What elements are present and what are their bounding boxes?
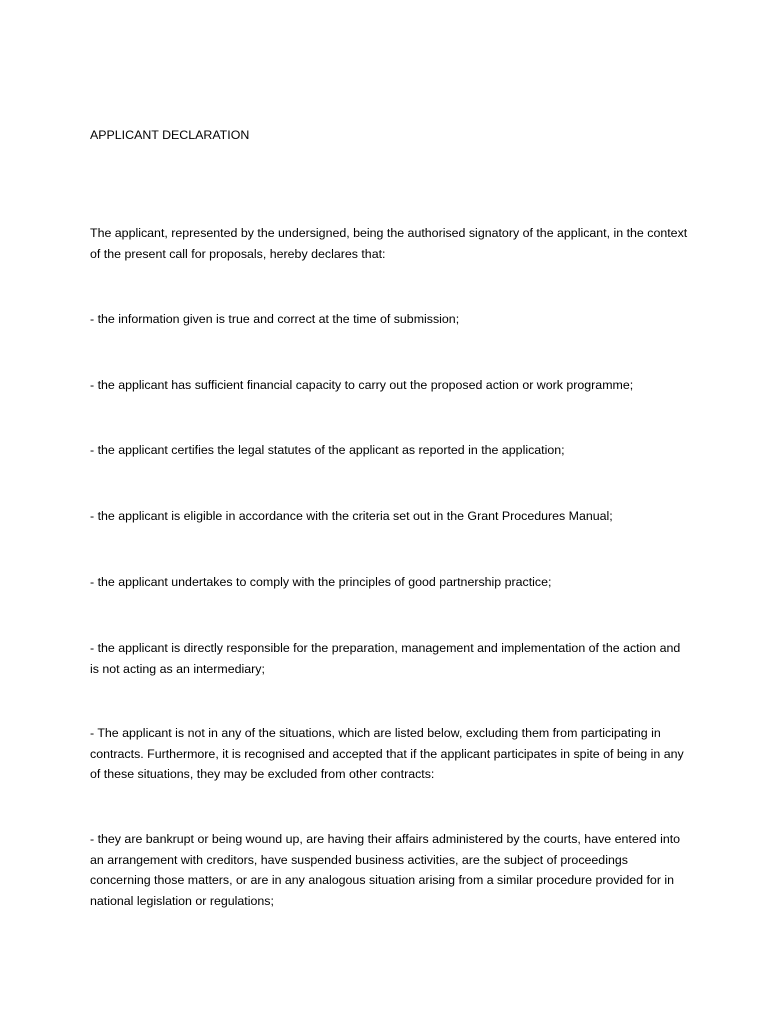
document-title: APPLICANT DECLARATION — [90, 128, 250, 142]
declaration-item: - the applicant is directly responsible for the preparation, management and implementation of the action and is not acting as an intermediary; — [90, 641, 681, 676]
intro-paragraph: The applicant, represented by the undersigned, being the authorised signatory of the applicant, in the context of the present call for proposals, hereby declares that: — [90, 226, 688, 261]
declaration-item: - The applicant is not in any of the situations, which are listed below, excluding them from participating in contracts. Furthermore, it is recognised and accepted that if the applicant participates in spite of being in any of these situations, they may be excluded from other contracts: — [90, 726, 684, 781]
declaration-item: - the applicant has sufficient financial capacity to carry out the proposed action or work programme; — [90, 378, 634, 392]
declaration-item: - the applicant certifies the legal statutes of the applicant as reported in the application; — [90, 443, 565, 457]
declaration-item: - the information given is true and correct at the time of submission; — [90, 312, 460, 326]
declaration-item: - they are bankrupt or being wound up, are having their affairs administered by the courts, have entered into an arrangement with creditors, have suspended business activities, are the subject of proceedings concerning those matters, or are in any analogous situation arising from a similar procedure provided for in national legislation or regulations; — [90, 832, 681, 908]
declaration-item: - the applicant undertakes to comply with the principles of good partnership practice; — [90, 575, 552, 589]
declaration-item: - the applicant is eligible in accordance with the criteria set out in the Grant Procedures Manual; — [90, 509, 613, 523]
